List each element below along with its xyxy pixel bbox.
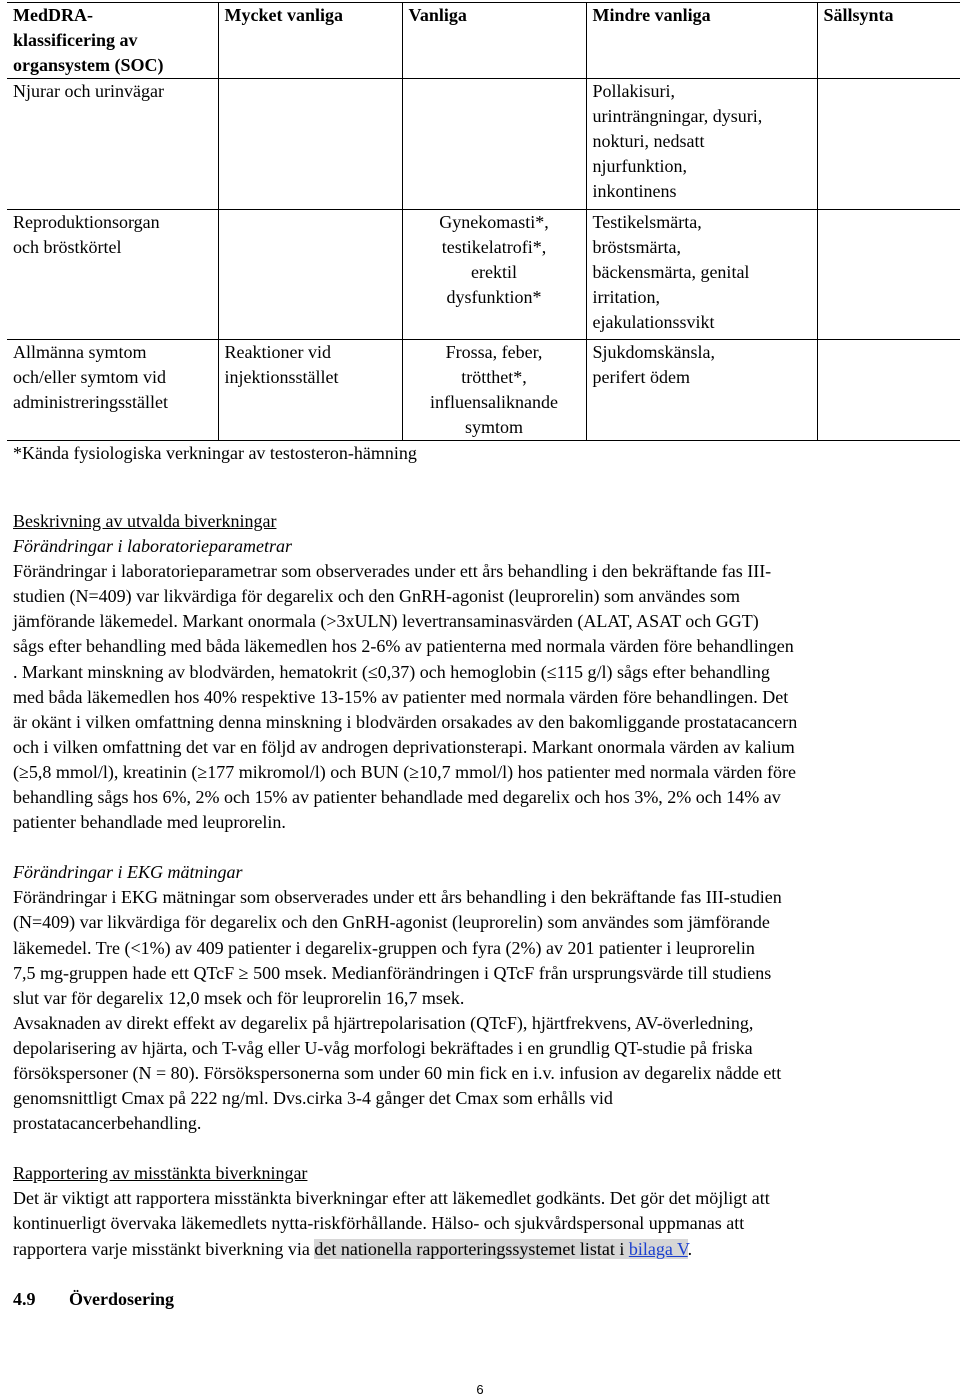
sallsynta-cell bbox=[817, 79, 960, 210]
adverse-reactions-table bbox=[7, 2, 960, 466]
table-footnote-row bbox=[7, 441, 960, 467]
soc-cell: Allmänna symtom och/eller symtom vid administreringsstället bbox=[7, 340, 218, 441]
section-heading-selected-reactions: Beskrivning av utvalda biverkningar bbox=[13, 511, 277, 531]
document-body bbox=[13, 509, 948, 1312]
table-footnote: *Kända fysiologiska verkningar av testosteron-hämning bbox=[13, 443, 417, 463]
mindre-vanliga-cell: Pollakisuri, urinträngningar, dysuri, nokturi, nedsatt njurfunktion, inkontinens bbox=[586, 79, 817, 210]
sallsynta-cell bbox=[817, 340, 960, 441]
table-row bbox=[7, 79, 960, 210]
vanliga-cell: Frossa, feber, trötthet*, influensaliknande symtom bbox=[402, 340, 586, 441]
mindre-vanliga-cell: Sjukdomskänsla, perifert ödem bbox=[586, 340, 817, 441]
section-title-text: Överdosering bbox=[69, 1288, 174, 1309]
table-header-row bbox=[7, 3, 960, 79]
header-vanliga: Vanliga bbox=[402, 3, 586, 79]
table-row bbox=[7, 210, 960, 340]
paragraph-reporting: Det är viktigt att rapportera misstänkta biverkningar efter att läkemedlet godkänts. Det gör det möjligt att kontinuerligt övervaka läkemedlets nytta-riskförhållande. Hälso- och sjukvårdspersonal uppmanas att rapportera varje misstänkt biverkning via det nationella rapporteringssystemet listat i bilaga V. bbox=[13, 1188, 770, 1259]
table-row bbox=[7, 340, 960, 441]
header-mycket-vanliga: Mycket vanliga bbox=[218, 3, 402, 79]
section-number: 4.9 bbox=[13, 1288, 36, 1309]
mycket-vanliga-cell: Reaktioner vid injektionsstället bbox=[218, 340, 402, 441]
header-soc: MedDRA- klassificering av organsystem (SOC) bbox=[7, 3, 218, 79]
soc-cell: Reproduktionsorgan och bröstkörtel bbox=[7, 210, 218, 340]
mycket-vanliga-cell bbox=[218, 210, 402, 340]
section-title-overdose bbox=[13, 1287, 948, 1312]
subheading-ekg: Förändringar i EKG mätningar bbox=[13, 862, 243, 883]
header-mindre-vanliga: Mindre vanliga bbox=[586, 3, 817, 79]
section-heading-reporting: Rapportering av misstänkta biverkningar bbox=[13, 1163, 308, 1184]
subheading-lab-parameters: Förändringar i laboratorieparametrar bbox=[13, 536, 293, 557]
appendix-link[interactable]: bilaga V bbox=[628, 1238, 688, 1259]
page-number: 6 bbox=[476, 1382, 484, 1397]
header-sallsynta: Sällsynta bbox=[817, 3, 960, 79]
vanliga-cell: Gynekomasti*, testikelatrofi*, erektil dysfunktion* bbox=[402, 210, 586, 340]
paragraph-lab-parameters: Förändringar i laboratorieparametrar som observerades under ett års behandling i den bekräftande fas III- studien (N=409) var likvärdiga för degarelix och den GnRH-agonist (leuprorelin) som användes som jämförande läkemedel. Markant onormala (>3xULN) levertransaminasvärden (ALAT, ASAT och GGT) sågs efter behandling med båda läkemedlen hos 2-6% av patienterna med normala värden före behandlingen . Markant minskning av blodvärden, hematokrit (≤0,37) och hemoglobin (≤115 g/l) sågs efter behandling med båda läkemedlen hos 40% respektive 13-15% av patienter med normala värden före behandlingen. Det är okänt i vilken omfattning denna minskning i blodvärden orsakades av den bakomliggande prostatacancern och i vilken omfattning det var en följd av androgen deprivationsterapi. Markant onormala värden av kalium (≥5,8 mmol/l), kreatinin (≥177 mikromol/l) och BUN (≥10,7 mmol/l) hos patienter med normala värden före behandling sågs hos 6%, 2% och 15% av patienter behandlade med degarelix och hos 3%, 2% och 14% av patienter behandlade med leuprorelin. bbox=[13, 561, 798, 833]
mindre-vanliga-cell: Testikelsmärta, bröstsmärta, bäckensmärta, genital irritation, ejakulationssvikt bbox=[586, 210, 817, 340]
sallsynta-cell bbox=[817, 210, 960, 340]
highlighted-text: det nationella rapporteringssystemet listat i bilaga V bbox=[314, 1238, 688, 1259]
mycket-vanliga-cell bbox=[218, 79, 402, 210]
vanliga-cell bbox=[402, 79, 586, 210]
paragraph-ekg: Förändringar i EKG mätningar som observerades under ett års behandling i den bekräftande fas III-studien (N=409) var likvärdiga för degarelix och den GnRH-agonist (leuprorelin) som användes som jämförande läkemedel. Tre (<1%) av 409 patienter i degarelix-gruppen och fyra (2%) av 201 patienter i leuprorelin 7,5 mg-gruppen hade ett QTcF ≥ 500 msek. Medianförändringen i QTcF från ursprungsvärde till studiens slut var för degarelix 12,0 msek och för leuprorelin 16,7 msek. Avsaknaden av direkt effekt av degarelix på hjärtrepolarisation (QTcF), hjärtfrekvens, AV-överledning, depolarisering av hjärta, och T-våg eller U-våg morfologi bekräftades i en grundlig QT-studie på friska försökspersoner (N = 80). Försökspersonerna som under 60 min fick en i.v. infusion av degarelix nådde ett genomsnittligt Cmax på 222 ng/ml. Dvs.cirka 3-4 gånger det Cmax som erhålls vid prostatacancerbehandling. bbox=[13, 887, 782, 1134]
soc-cell: Njurar och urinvägar bbox=[7, 79, 218, 210]
